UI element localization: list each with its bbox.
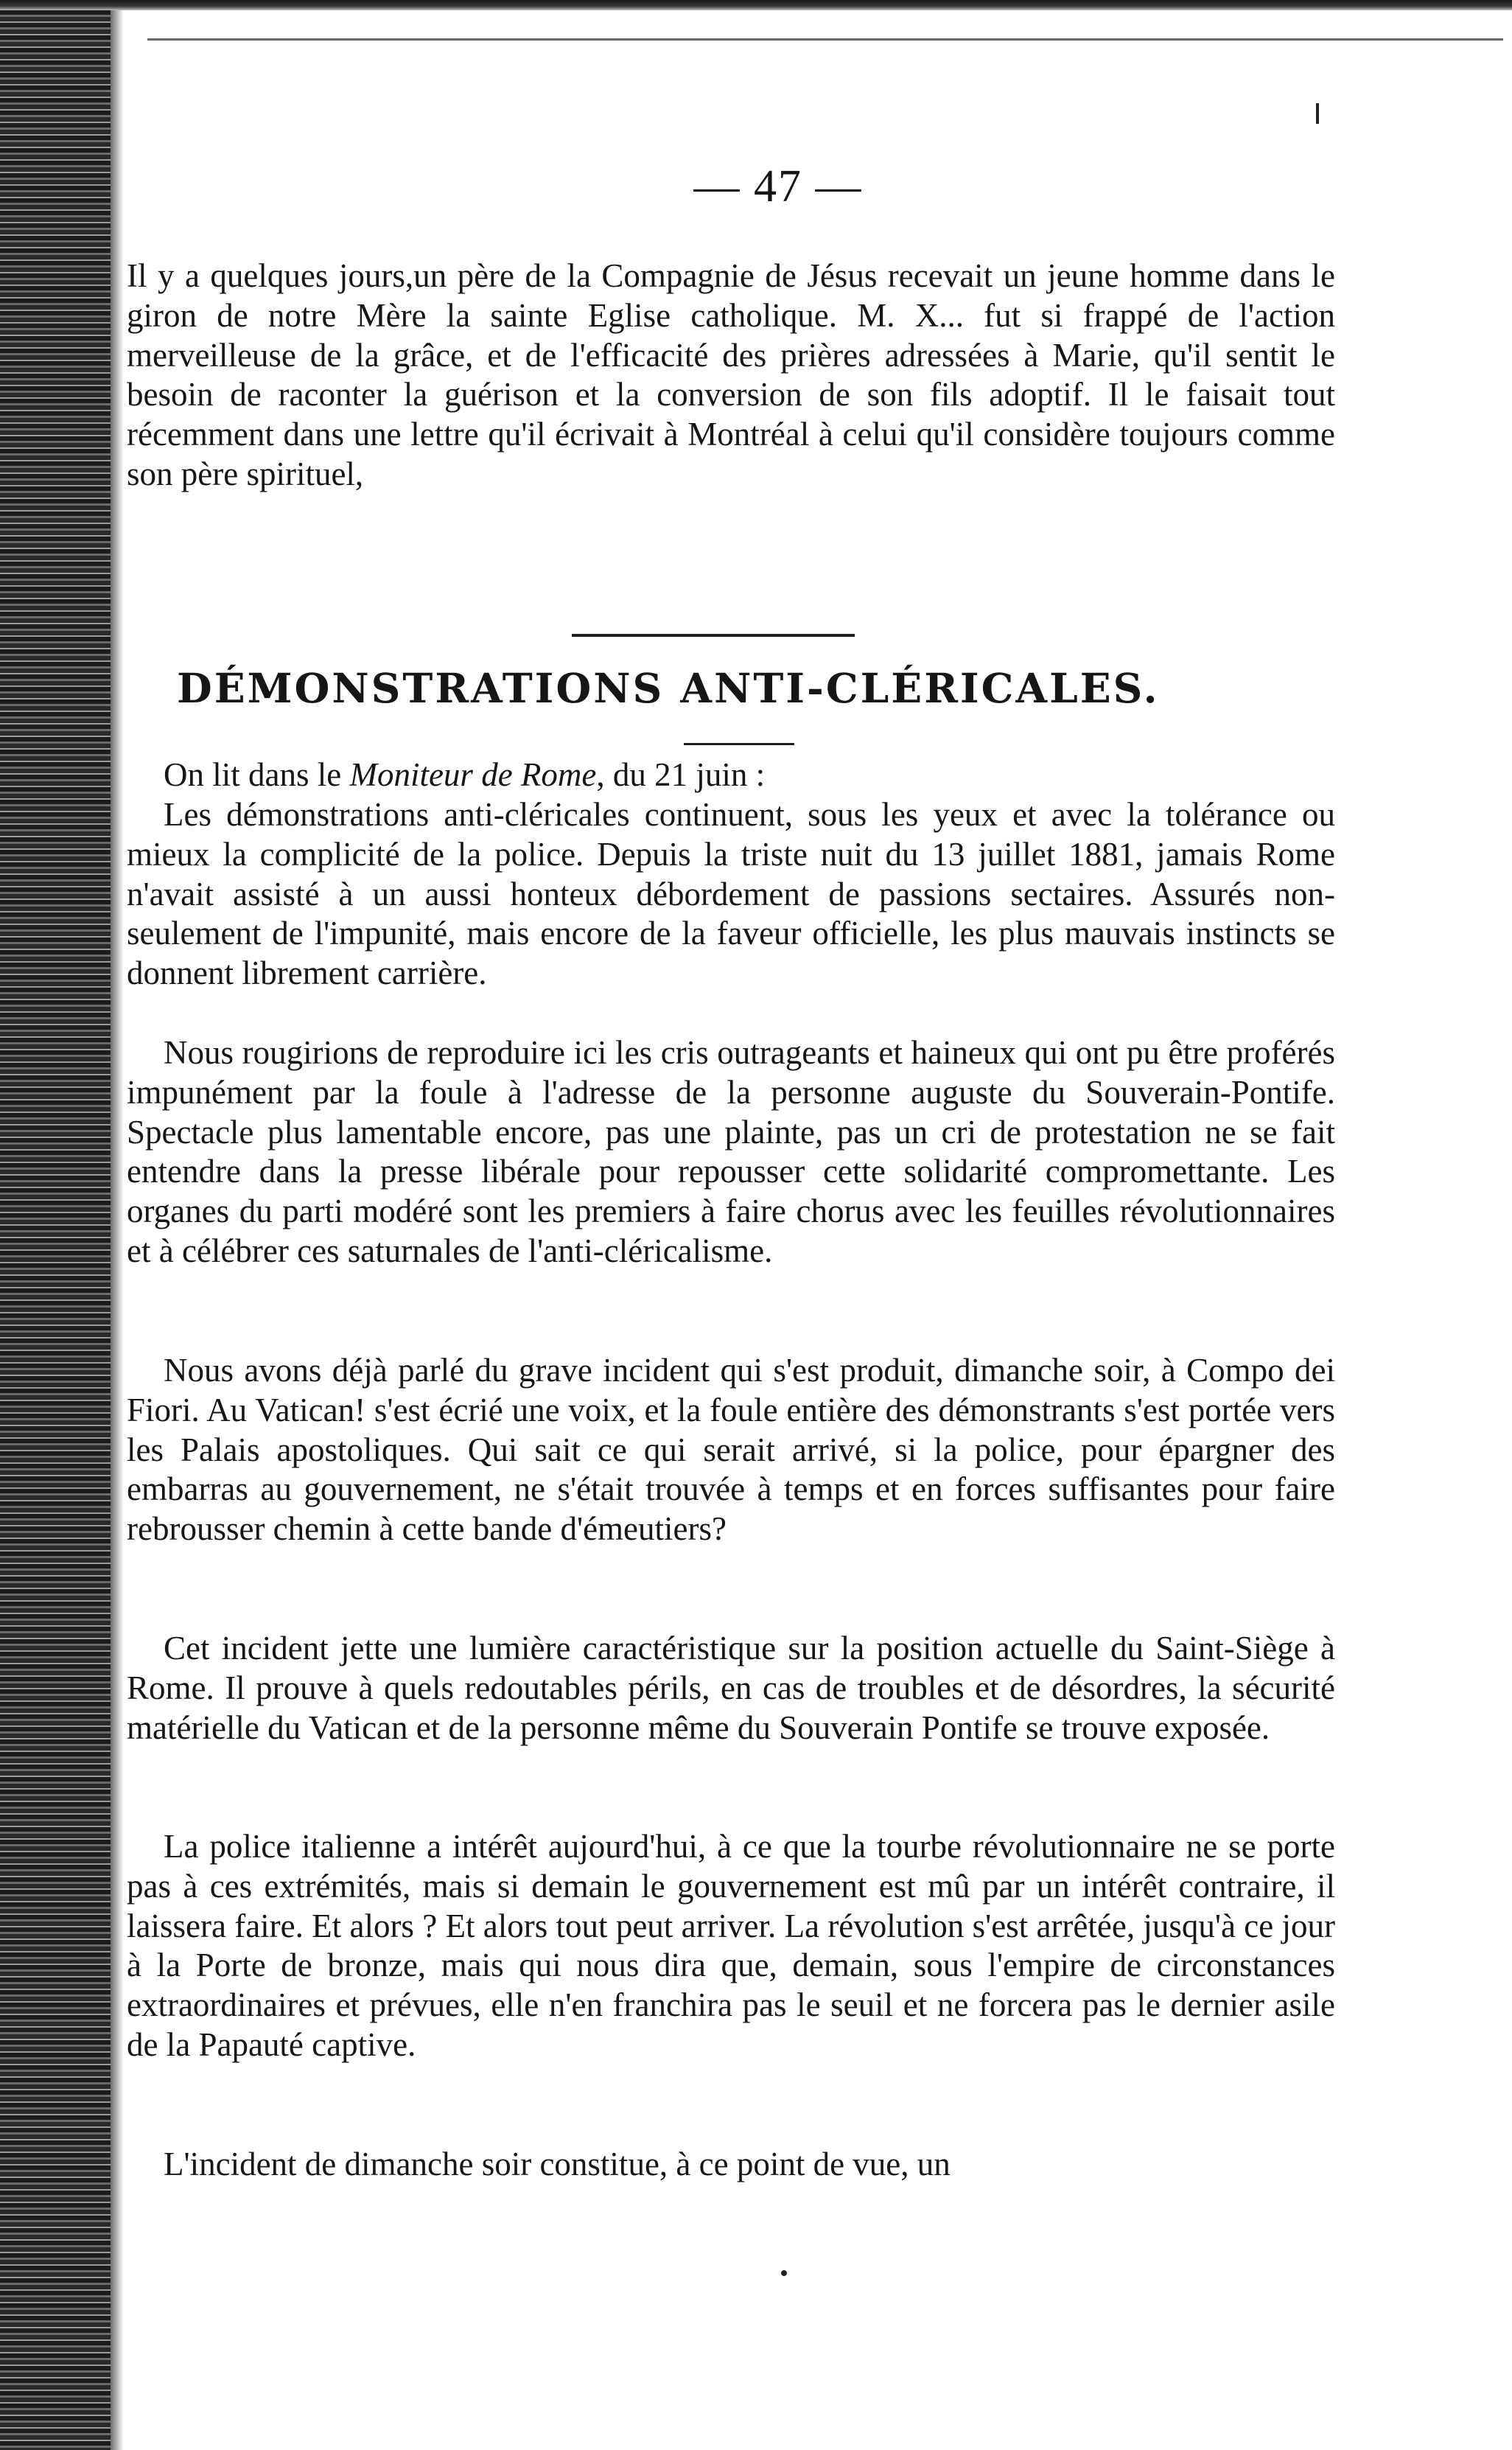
section-separator (572, 634, 855, 637)
source-publication: Moniteur de Rome (349, 756, 597, 793)
scan-left-shadow (111, 10, 124, 2450)
article-paragraph: Nous rougirions de reproduire ici les cris outrageants et haineux qui ont pu être proférés impunément par la foule à l'adresse de la personne auguste du Souverain-Pontife. Spectacle plus lamentable encore, pas une plainte, pas un cri de protestation ne se fait entendre dans la presse libérale pour repousser cette solidarité compromettante. Les organes du parti modéré sont les premiers à faire chorus avec les feuilles révolutionnaires et à célébrer ces saturnales de l'anti-cléricalisme. (127, 1034, 1335, 1269)
intro-paragraph: Il y a quelques jours,un père de la Compagnie de Jésus recevait un jeune homme dans le giron de notre Mère la sainte Eglise catholique. M. X... fut si frappé de l'action merveilleuse de la grâce, et de l'efficacité des prières adressées à Marie, qu'il sentit le besoin de raconter la guérison et la conversion de son fils adoptif. Il le faisait tout récemment dans une lettre qu'il écrivait à Montréal à celui qu'il considère toujours comme son père spirituel, (127, 257, 1335, 492)
source-line (127, 755, 1335, 795)
source-prefix: On lit dans le (164, 756, 350, 793)
scan-top-rule (147, 38, 1503, 41)
scan-top-edge (0, 0, 1512, 10)
article-paragraph: Cet incident jette une lumière caractéristique sur la position actuelle du Saint-Siège à Rome. Il prouve à quels redoutables périls, en cas de troubles et de désordres, la sécurité matérielle du Vatican et de la personne même du Souverain Pontife se trouve exposée. (127, 1630, 1335, 1746)
scan-speck (781, 2270, 787, 2276)
page-number: — 47 — (693, 161, 863, 212)
article-paragraph: L'incident de dimanche soir constitue, à ce point de vue, un (164, 2146, 951, 2182)
corner-mark (1316, 103, 1319, 124)
article-paragraph: La police italienne a intérêt aujourd'hui, à ce que la tourbe révolutionnaire ne se porte pas à ces extrémités, mais si demain le gouvernement est mû par un intérêt contraire, il laissera faire. Et alors ? Et alors tout peut arriver. La révolution s'est arrêtée, jusqu'à ce jour à la Porte de bronze, mais qui nous dira que, demain, sous l'empire de circonstances extraordinaires et prévues, elle n'en franchira pas le seuil et ne forcera pas le dernier asile de la Papauté captive. (127, 1828, 1335, 2063)
article-paragraph: Nous avons déjà parlé du grave incident qui s'est produit, dimanche soir, à Compo dei Fiori. Au Vatican! s'est écrié une voix, et la foule entière des démonstrants s'est portée vers les Palais apostoliques. Qui sait ce qui serait arrivé, si la police, pour épargner des embarras au gouvernement, ne s'était trouvée à temps et en forces suffisantes pour faire rebrousser chemin à cette bande d'émeutiers? (127, 1352, 1335, 1548)
heading-underline (684, 743, 794, 745)
source-suffix: , du 21 juin : (596, 756, 766, 793)
scan-left-edge (0, 10, 111, 2450)
article-paragraph: Les démonstrations anti-cléricales continuent, sous les yeux et avec la tolérance ou mieux la complicité de la police. Depuis la triste nuit du 13 juillet 1881, jamais Rome n'avait assisté à un aussi honteux débordement de passions sectaires. Assurés non-seulement de l'impunité, mais encore de la faveur officielle, les plus mauvais instincts se donnent librement carrière. (127, 796, 1335, 992)
section-heading: DÉMONSTRATIONS ANTI-CLÉRICALES. (177, 664, 1160, 712)
